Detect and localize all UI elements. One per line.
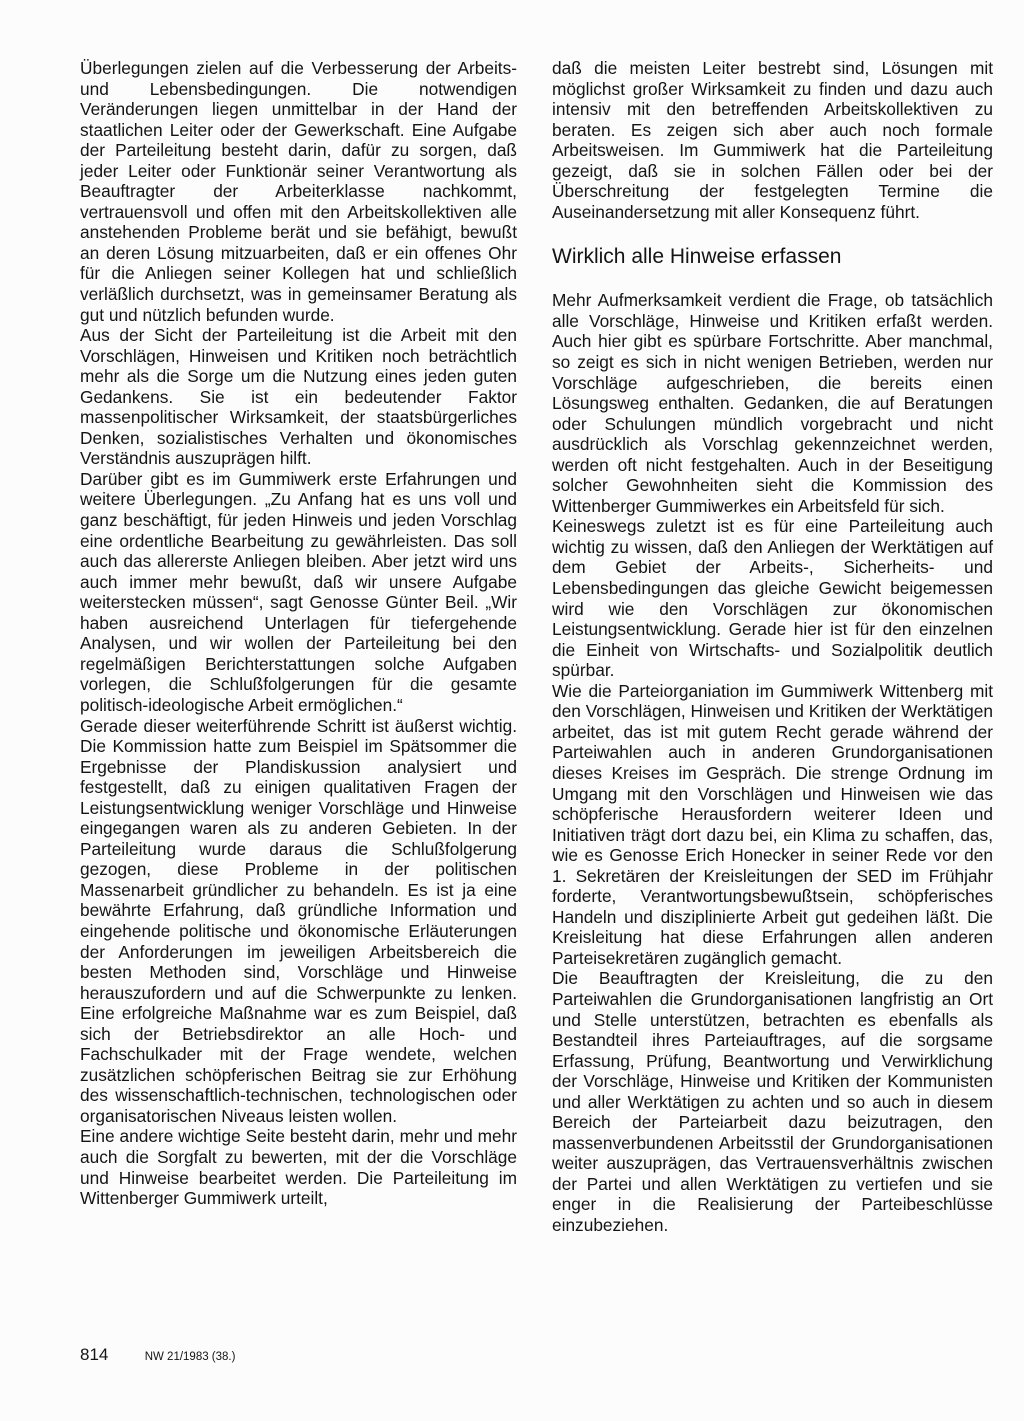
paragraph: daß die meisten Leiter bestrebt sind, Lösungen mit möglichst großer Wirksamkeit zu finden und dazu auch intensiv mit den betreffenden Arbeitskollektiven zu beraten. Es zeigen sich aber auch noch formale Arbeitsweisen. Im Gummiwerk hat die Parteileitung gezeigt, daß sie in solchen Fällen oder bei der Überschreitung der festgelegten Termine die Auseinandersetzung mit aller Konsequenz führt. [552,58,993,222]
left-column [80,58,517,1209]
paragraph: Mehr Aufmerksamkeit verdient die Frage, ob tatsächlich alle Vorschläge, Hinweise und Kritiken erfaßt werden. Auch hier gibt es spürbare Fortschritte. Aber manchmal, so zeigt es sich in nicht wenigen Betrieben, werden nur Vorschläge aufgeschrieben, die bereits einen Lösungsweg enthalten. Gedanken, die auf Beratungen oder Schulungen mündlich vorgebracht und nicht ausdrücklich als Vorschlag gekennzeichnet werden, werden oft nicht festgehalten. Auch in der Beseitigung solcher Gewohnheiten sieht die Kommission des Wittenberger Gummiwerkes ein Arbeitsfeld für sich. [552,290,993,516]
paragraph: Die Beauftragten der Kreisleitung, die zu den Parteiwahlen die Grundorganisationen langfristig an Ort und Stelle unterstützen, betrachten es ebenfalls als Bestandteil ihres Parteiauftrages, auf die sorgsame Erfassung, Prüfung, Beantwortung und Verwirklichung der Vorschläge, Hinweise und Kritiken der Kommunisten und aller Werktätigen zu achten und so auch in diesem Bereich der Parteiarbeit dazu beizutragen, den massenverbundenen Arbeitsstil der Grundorganisationen weiter auszuprägen, das Vertrauensverhältnis zwischen der Partei und allen Werktätigen zu vertiefen und sie enger in die Realisierung der Parteibeschlüsse einzubeziehen. [552,968,993,1235]
issue-label: NW 21/1983 (38.) [144,1351,236,1363]
section-heading: Wirklich alle Hinweise erfassen [552,245,842,269]
paragraph: Eine andere wichtige Seite besteht darin, mehr und mehr auch die Sorgfalt zu bewerten, mit der die Vorschläge und Hinweise bearbeitet werden. Die Parteileitung im Wittenberger Gummiwerk urteilt, [80,1126,517,1209]
paragraph: Überlegungen zielen auf die Verbesserung der Arbeits- und Lebensbedingungen. Die notwendigen Veränderungen liegen unmittelbar in der Hand der staatlichen Leiter oder der Gewerkschaft. Eine Aufgabe der Parteileitung besteht darin, dafür zu sorgen, daß jeder Leiter oder Funktionär seiner Verantwortung als Beauftragter der Arbeiterklasse nachkommt, vertrauensvoll und offen mit den Arbeitskollektiven alle anstehenden Probleme berät und sie befähigt, bewußt an deren Lösung mitzuarbeiten, daß er ein offenes Ohr für die Anliegen seiner Kollegen hat und schließlich verläßlich durchsetzt, was in gemeinsamer Beratung als gut und nützlich befunden wurde. [80,58,517,325]
paragraph: Wie die Parteiorganiation im Gummiwerk Wittenberg mit den Vorschlägen, Hinweisen und Kritiken der Werktätigen arbeitet, das ist mit gutem Recht gerade während der Parteiwahlen auch in anderen Grundorganisationen dieses Kreises im Gespräch. Die strenge Ordnung im Umgang mit den Vorschlägen und Hinweisen wie das schöpferische Herausfordern weiterer Ideen und Initiativen trägt dort dazu bei, ein Klima zu schaffen, das, wie es Genosse Erich Honecker in seiner Rede vor den 1. Sekretären der Kreisleitungen der SED im Frühjahr forderte, Verantwortungsbewußtsein, schöpferisches Handeln und disziplinierte Arbeit gut gedeihen läßt. Die Kreisleitung hat diese Erfahrungen allen anderen Parteisekretären zugänglich gemacht. [552,680,993,968]
paragraph: Gerade dieser weiterführende Schritt ist äußerst wichtig. Die Kommission hatte zum Beispiel im Spätsommer die Ergebnisse der Plandiskussion analysiert und festgestellt, daß zu einigen qualitativen Fragen der Leistungsentwicklung weniger Vorschläge und Hinweise eingegangen waren als zu anderen Gebieten. In der Parteileitung wurde daraus die Schlußfolgerung gezogen, diese Probleme in der politischen Massenarbeit gründlicher zu behandeln. Es ist ja eine bewährte Erfahrung, daß gründliche Information und eingehende politische und ökonomische Erläuterungen der Anforderungen im jeweiligen Arbeitsbereich die besten Methoden sind, Vorschläge und Hinweise herauszufordern und auf die Schwerpunkte zu lenken. Eine erfolgreiche Maßnahme war es zum Beispiel, daß sich der Betriebsdirektor an alle Hoch- und Fachschulkader mit der Frage wendete, welchen zusätzlichen schöpferischen Beitrag sie zur Erhöhung des wissenschaftlich-technischen, technologischen oder organisatorischen Niveaus leisten wollen. [80,715,517,1126]
paragraph: Aus der Sicht der Parteileitung ist die Arbeit mit den Vorschlägen, Hinweisen und Kritiken noch beträchtlich mehr als die Sorge um die Nutzung eines jeden guten Gedankens. Sie ist ein bedeutender Faktor massenpolitischer Wirksamkeit, der staatsbürgerliches Denken, sozialistisches Verhalten und ökonomisches Verständnis auszuprägen hilft. [80,325,517,469]
paragraph: Darüber gibt es im Gummiwerk erste Erfahrungen und weitere Überlegungen. „Zu Anfang hat es uns voll und ganz beschäftigt, für jeden Hinweis und jeden Vorschlag eine ordentliche Bearbeitung zu gewährleisten. Das soll auch das allererste Anliegen bleiben. Aber jetzt wird uns auch immer mehr bewußt, daß wir unsere Aufgabe weiterstecken müssen“, sagt Genosse Günter Beil. „Wir haben ausreichend Unterlagen für tiefergehende Analysen, und wir wollen der Parteileitung bei den regelmäßigen Berichterstattungen solche Aufgaben vorlegen, die Schlußfolgerungen für die gesamte politisch-ideologische Arbeit ermöglichen.“ [80,468,517,715]
paragraph: Keineswegs zuletzt ist es für eine Parteileitung auch wichtig zu wissen, daß den Anliegen der Werktätigen auf dem Gebiet der Arbeits-, Sicherheits- und Lebensbedingungen das gleiche Gewicht beigemessen wird wie den Vorschlägen zur ökonomischen Leistungsentwicklung. Gerade hier ist für den einzelnen die Einheit von Wirtschafts- und Sozialpolitik deutlich spürbar. [552,516,993,681]
page-footer [80,1345,235,1367]
page-number: 814 [80,1345,109,1364]
right-column [552,58,993,1236]
